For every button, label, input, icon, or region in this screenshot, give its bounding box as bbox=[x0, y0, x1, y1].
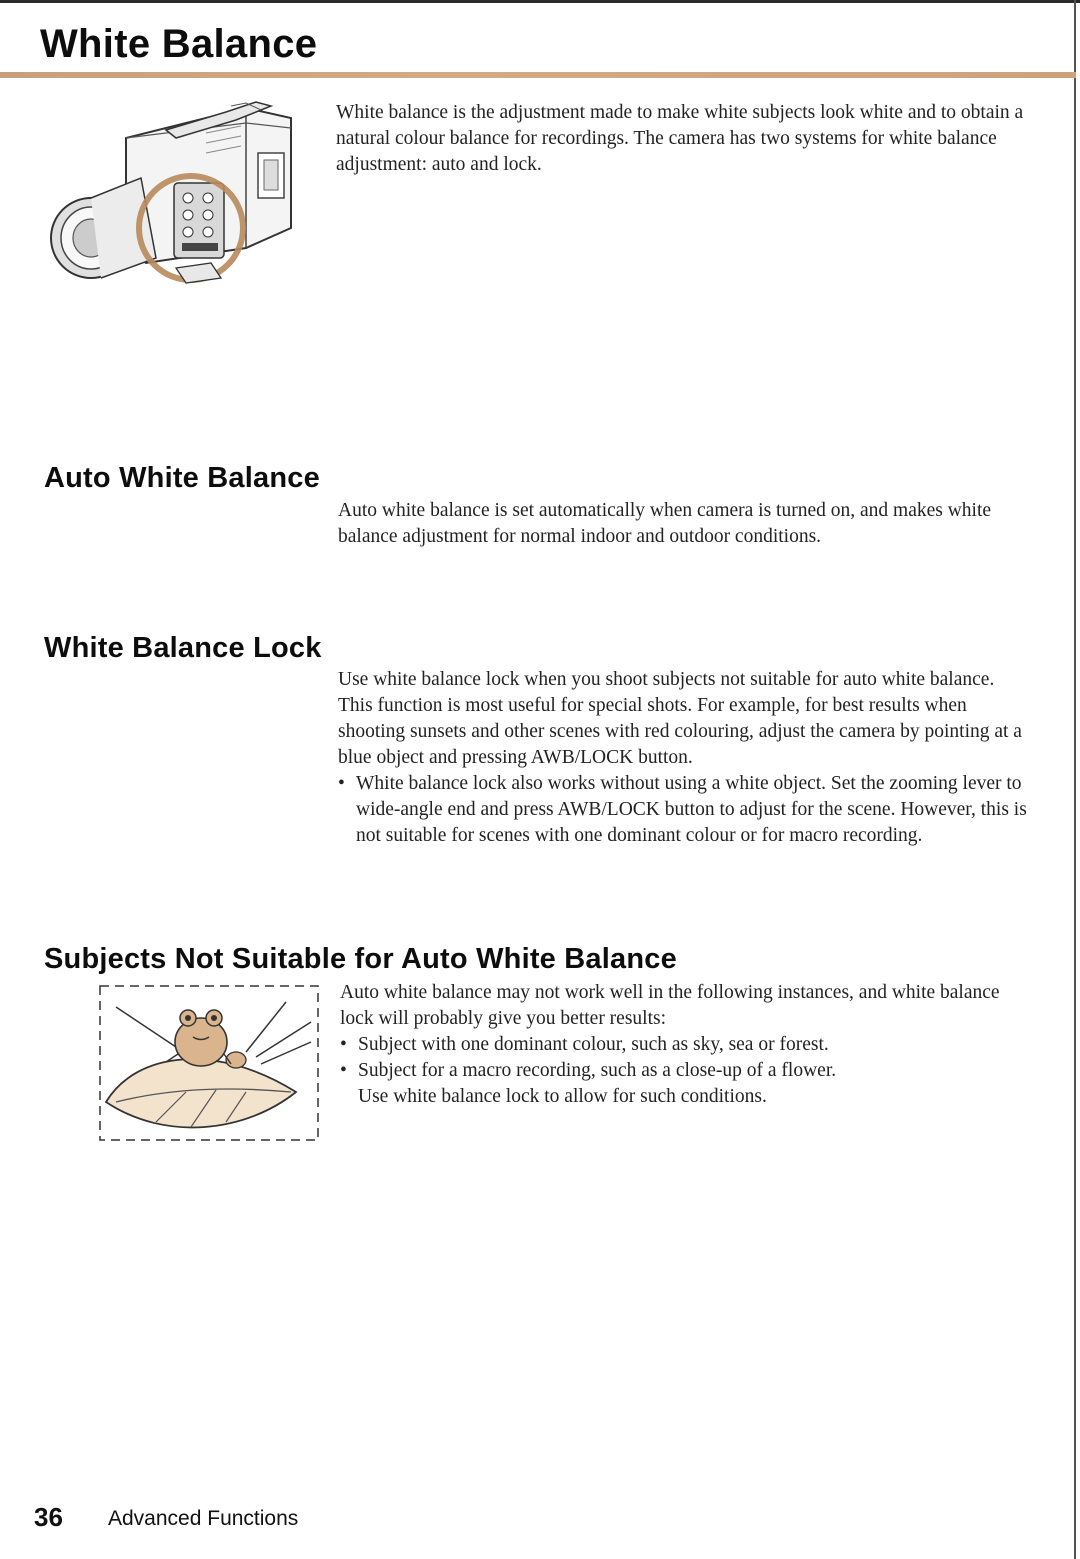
subjects-not-suitable-closing: Use white balance lock to allow for such conditions. bbox=[358, 1086, 767, 1107]
heading-subjects-not-suitable: Subjects Not Suitable for Auto White Balance bbox=[44, 943, 677, 975]
list-item: • Subject with one dominant colour, such as sky, sea or forest. bbox=[340, 1032, 1030, 1058]
subjects-not-suitable-paragraph: Auto white balance may not work well in the following instances, and white balance lock will probably give you better results: bbox=[340, 982, 1000, 1029]
page-title: White Balance bbox=[40, 22, 318, 66]
intro-paragraph: White balance is the adjustment made to make white subjects look white and to obtain a natural colour balance for recordings. The camera has two systems for white balance adjustment: auto and lock. bbox=[336, 102, 1024, 175]
list-item: • Subject for a macro recording, such as a close-up of a flower. bbox=[340, 1058, 1030, 1084]
title-underline-bar bbox=[0, 72, 1076, 78]
camcorder-icon bbox=[46, 98, 296, 293]
top-rule bbox=[0, 0, 1080, 3]
white-balance-lock-bullets bbox=[338, 771, 1028, 849]
heading-auto-white-balance: Auto White Balance bbox=[44, 462, 320, 494]
subjects-not-suitable-block bbox=[340, 980, 1030, 1110]
frog-on-leaf-icon bbox=[96, 982, 322, 1144]
white-balance-lock-block bbox=[338, 667, 1028, 849]
footer-section-label: Advanced Functions bbox=[108, 1507, 299, 1530]
right-margin-rule bbox=[1074, 0, 1076, 1559]
subjects-not-suitable-bullets bbox=[340, 1032, 1030, 1084]
list-item: • White balance lock also works without using a white object. Set the zooming lever to wide-angle end and press AWB/LOCK button to adjust for the scene. However, this is not suitable for scenes with one dominant colour or for macro recording. bbox=[338, 771, 1028, 849]
white-balance-lock-paragraph: Use white balance lock when you shoot subjects not suitable for auto white balance. This function is most useful for special shots. For example, for best results when shooting sunsets and other scenes with red colouring, adjust the camera by pointing at a blue object and pressing AWB/LOCK button. bbox=[338, 669, 1022, 768]
heading-white-balance-lock: White Balance Lock bbox=[44, 632, 322, 664]
page-number: 36 bbox=[34, 1502, 63, 1532]
auto-white-balance-paragraph: Auto white balance is set automatically when camera is turned on, and makes white balance adjustment for normal indoor and outdoor conditions. bbox=[338, 500, 992, 547]
